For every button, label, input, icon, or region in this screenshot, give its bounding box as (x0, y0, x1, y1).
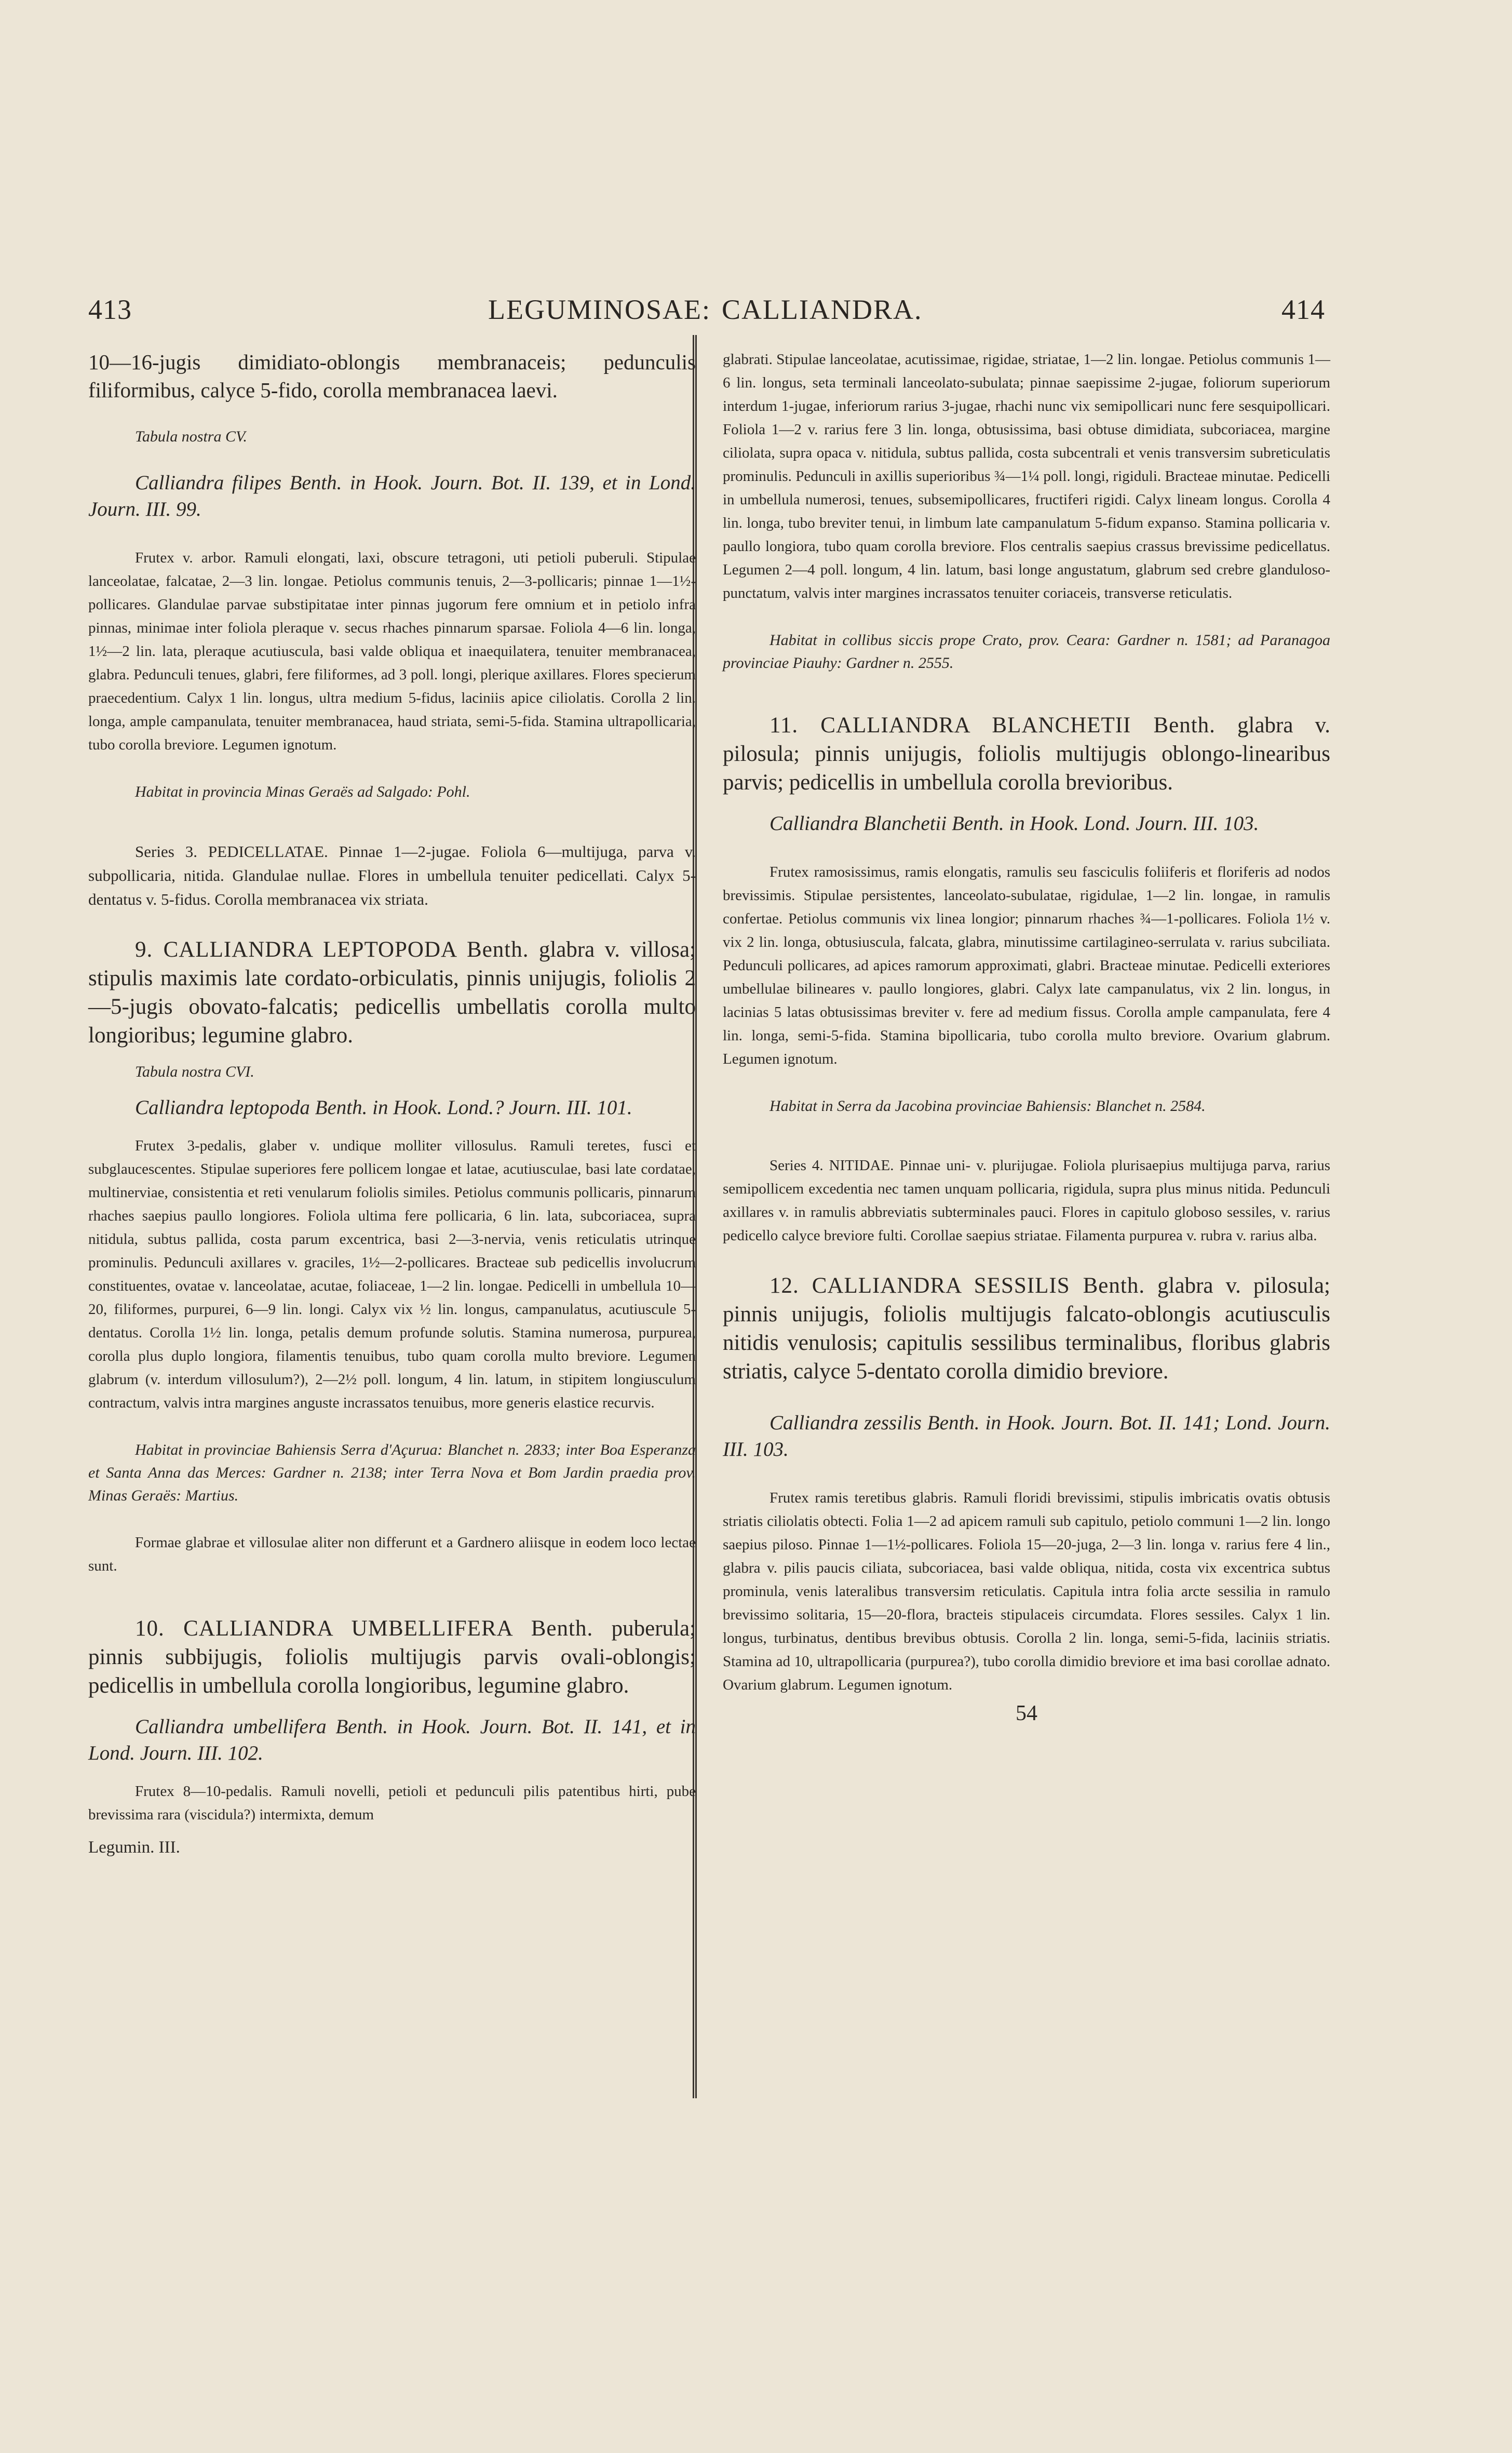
species-diagnosis: puberula; pinnis subbijugis, foliolis multijugis parvis ovali-oblongis; pedicellis in umbellula corolla longioribus, legumine glabro. (88, 1616, 696, 1698)
plate-reference: Tabula nostra CVI. (135, 1063, 254, 1080)
running-title-right: CALLIANDRA. (722, 294, 923, 325)
species-heading (723, 711, 1330, 797)
page-header (0, 293, 1512, 335)
species-heading (88, 935, 696, 1050)
running-title-left: LEGUMINOSAE: (488, 294, 711, 325)
habitat-note: Habitat in Serra da Jacobina provinciae Bahiensis: Blanchet n. 2584. (770, 1097, 1206, 1115)
right-column (723, 348, 1330, 1726)
left-column (88, 348, 696, 1857)
species-name: 11. CALLIANDRA BLANCHETII Benth. (770, 713, 1216, 738)
species-description: Frutex 8—10-pedalis. Ramuli novelli, petioli et pedunculi pilis patentibus hirti, pube brevissima rara (viscidula?) intermixta, demum (88, 1783, 696, 1823)
habitat-note: Habitat in provincia Minas Geraës ad Salgado: Pohl. (135, 783, 470, 800)
species-diagnosis: glabra v. pilosula; pinnis unijugis, foliolis multijugis oblongo-linearibus parvis; pedicellis in umbellula corolla brevioribus. (723, 713, 1330, 795)
diagnosis-continuation: 10—16-jugis dimidiato-oblongis membranaceis; pedunculis filiformibus, calyce 5-fido, corolla membranacea laevi. (88, 350, 696, 402)
description-continuation: glabrati. Stipulae lanceolatae, acutissimae, rigidae, striatae, 1—2 lin. longae. Petiolus communis 1—6 lin. longus, seta terminali lanceolato-subulata; pinnae saepissime 2-jugae, foliorum superiorum interdum 1-jugae, inferiorum rarius 3-jugae, rhachi nunc vix semipollicari nunc fere sesquipollicari. Foliola 1—2 v. rarius fere 3 lin. longa, obtusissima, basi obtuse dimidiata, subcoriacea, margine ciliolata, supra opaca v. nitidula, subtus pallida, costa subcentrali et venis transversim subreticulatis prominulis. Pedunculi in axillis superioribus ¾—1¼ poll. longi, rigiduli. Bracteae minutae. Pedicelli in umbellula numerosi, tenues, subsemipollicares, fructiferi rigidi. Calyx lineam longus. Corolla 4 lin. longa, tubo breviter tenui, in limbum late campanulatum 5-fidum expanso. Stamina pollicaria v. paullo longiora, tubo quam corolla breviore. Flos centralis saepius crassus brevissime pedicellatus. Legumen 2—4 poll. longum, 4 lin. latum, basi longe angustatum, glabrum sed crebre glanduloso-punctatum, valvis inter margines incrassatos tenuiter coriaceis, transverse reticulatis. (723, 351, 1330, 601)
signature-mark: Legumin. III. (88, 1838, 180, 1857)
page-number-left: 413 (88, 294, 132, 325)
species-description: Frutex ramosissimus, ramis elongatis, ramulis seu fasciculis foliiferis et floriferis ad nodos brevissimis. Stipulae persistentes, lanceolato-subulatae, rigidulae, 1—2 lin. longae, in ramulis confertae. Petiolus communis vix linea longior; pinnarum rhaches ¾—1-pollicares. Foliola 1½ v. vix 2 lin. longa, obtusiuscula, falcata, glabra, minutissime cartilagineo-serrulata v. rarius subciliata. Pedunculi pollicares, ad apices ramorum approximati, glabri. Bracteae minutae. Pedicelli exteriores umbellulae bilineares v. paullo longiores, glabri. Calyx late campanulatus, vix 2 lin. longus, in lacinias 5 latas obtusissimas breviter v. fere ad medium fissus. Corolla ample campanulata, fere 4 lin. longa, semi-5-fida. Stamina bipollicaria, tubo corolla multo breviore. Ovarium glabrum. Legumen ignotum. (723, 864, 1330, 1067)
species-name: 10. CALLIANDRA UMBELLIFERA Benth. (135, 1616, 593, 1641)
series-description: Series 4. NITIDAE. Pinnae uni- v. plurijugae. Foliola plurisaepius multijuga parva, rarius semipollicem excedentia nec tamen unquam pollicaria, rigidula, supra plus minus nitida. Pedunculi axillares v. in ramulis abbreviatis subterminales pauci. Flores in capitulo globoso sessiles, v. rarius pedicello calyce breviore fulti. Corollae saepius striatae. Filamenta purpurea v. rubra v. rarius alba. (723, 1157, 1330, 1244)
remark: Formae glabrae et villosulae aliter non differunt et a Gardnero aliisque in eodem loco lectae sunt. (88, 1534, 696, 1574)
species-diagnosis: glabra v. pilosula; pinnis unijugis, foliolis multijugis falcato-oblongis acutiusculis nitidis venulosis; capitulis sessilibus terminalibus, floribus glabris striatis, calyce 5-dentato corolla dimidio breviore. (723, 1274, 1330, 1384)
sheet-number: 54 (1016, 1701, 1037, 1725)
citation: Calliandra filipes Benth. in Hook. Journ. Bot. II. 139, et in Lond. Journ. III. 99. (88, 472, 696, 520)
citation: Calliandra leptopoda Benth. in Hook. Lond.? Journ. III. 101. (135, 1096, 632, 1119)
citation: Calliandra zessilis Benth. in Hook. Journ. Bot. II. 141; Lond. Journ. III. 103. (723, 1412, 1330, 1460)
species-description: Frutex 3-pedalis, glaber v. undique molliter villosulus. Ramuli teretes, fusci et subglaucescentes. Stipulae superiores fere pollicem longae et latae, acutiusculae, basi late cordatae, multinerviae, consistentia et reti venularum foliolis similes. Petiolus communis pollicaris, pinnarum rhaches saepius paullo longiores. Foliola ultima fere pollicaria, 6 lin. lata, subcoriacea, supra nitidula, subtus pallida, costa parum excentrica, basi 2—3-nervia, venis reticulatis utrinque prominulis. Pedunculi axillares v. graciles, 1½—2-pollicares. Bracteae sub pedicellis involucrum constituentes, ovatae v. lanceolatae, acutae, foliaceae, 1—2 lin. longae. Pedicelli in umbellula 10—20, filiformes, purpurei, 6—9 lin. longi. Calyx vix ½ lin. longus, campanulatus, acutiuscule 5-dentatus. Corolla 1½ lin. longa, petalis demum profunde solutis. Stamina numerosa, purpurea, corolla plus duplo longiora, filamentis tenuibus, tubo quam corolla multo breviore. Legumen glabrum (v. interdum villosulum?), 2—2½ poll. longum, 4 lin. latum, in stipitem longiusculum contractum, valvis intra margines anguste incrassatos tenuibus, more generis elastice recurvis. (88, 1137, 696, 1411)
habitat-note: Habitat in provinciae Bahiensis Serra d'Açurua: Blanchet n. 2833; inter Boa Esperanza et Santa Anna das Merces: Gardner n. 2138; inter Terra Nova et Bom Jardin praedia prov. Minas Geraës: Martius. (88, 1441, 696, 1504)
citation: Calliandra umbellifera Benth. in Hook. Journ. Bot. II. 141, et in Lond. Journ. III. 102. (88, 1715, 696, 1764)
species-heading (88, 1614, 696, 1700)
species-name: 9. CALLIANDRA LEPTOPODA Benth. (135, 937, 529, 962)
page-number-right: 414 (1281, 294, 1325, 325)
citation: Calliandra Blanchetii Benth. in Hook. Lond. Journ. III. 103. (770, 812, 1259, 835)
species-description: Frutex v. arbor. Ramuli elongati, laxi, obscure tetragoni, uti petioli puberuli. Stipulae lanceolatae, falcatae, 2—3 lin. longae. Petiolus communis tenuis, 2—3-pollicaris; pinnae 1—1½-pollicares. Glandulae parvae substipitatae inter pinnas jugorum fere omnium et in petiolo infra pinnas, minimae inter foliola pleraque v. secus rhaches pinnarum sparsae. Foliola 4—6 lin. longa, 1½—2 lin. lata, pleraque acutiuscula, basi valde obliqua et inaequilatera, tenuiter membranacea, glabra. Pedunculi tenues, glabri, fere filiformes, ad 3 poll. longi, plerique axillares. Flores specierum praecedentium. Calyx 1 lin. longus, ultra medium 5-fidus, laciniis apice ciliolatis. Corolla 2 lin. longa, ample campanulata, tenuiter membranacea, haud striata, semi-5-fida. Stamina ultrapollicaria, tubo corolla breviore. Legumen ignotum. (88, 549, 696, 753)
plate-reference: Tabula nostra CV. (135, 428, 247, 445)
species-diagnosis: glabra v. villosa; stipulis maximis late cordato-orbiculatis, pinnis unijugis, foliolis 2—5-jugis obovato-falcatis; pedicellis umbellatis corolla multo longioribus; legumine glabro. (88, 937, 696, 1048)
species-name: 12. CALLIANDRA SESSILIS Benth. (770, 1274, 1145, 1298)
species-description: Frutex ramis teretibus glabris. Ramuli floridi brevissimi, stipulis imbricatis ovatis obtusis striatis ciliolatis obtecti. Folia 1—2 ad apicem ramuli sub capitulo, petiolo communi 1—2 lin. longo saepius piloso. Pinnae 1—1½-pollicares. Foliola 15—20-juga, 2—3 lin. longa v. rarius fere 4 lin., glabra v. pilis paucis ciliata, subcoriacea, basi valde obliqua, nitida, costa vix excentrica subtus prominula, venis lateralibus transversim reticulatis. Capitula intra folia arcte sessilia in ramulo brevissimo solitaria, 15—20-flora, bracteis stipulaceis circumdata. Flores sessiles. Calyx 1 lin. longus, turbinatus, dentibus brevibus obtusis. Corolla 2 lin. longa, semi-5-fida, laciniis striatis. Stamina ad 10, ultrapollicaria (purpurea?), tubo corolla dimidio breviore et ima basi corollae adnato. Ovarium glabrum. Legumen ignotum. (723, 1490, 1330, 1693)
species-heading (723, 1271, 1330, 1386)
habitat-note: Habitat in collibus siccis prope Crato, prov. Ceara: Gardner n. 1581; ad Paranagoa provinciae Piauhy: Gardner n. 2555. (723, 632, 1330, 672)
series-description: Series 3. PEDICELLATAE. Pinnae 1—2-jugae. Foliola 6—multijuga, parva v. subpollicaria, nitida. Glandulae nullae. Flores in umbellula tenuiter pedicellati. Calyx 5-dentatus v. 5-fidus. Corolla membranacea vix striata. (88, 842, 696, 908)
